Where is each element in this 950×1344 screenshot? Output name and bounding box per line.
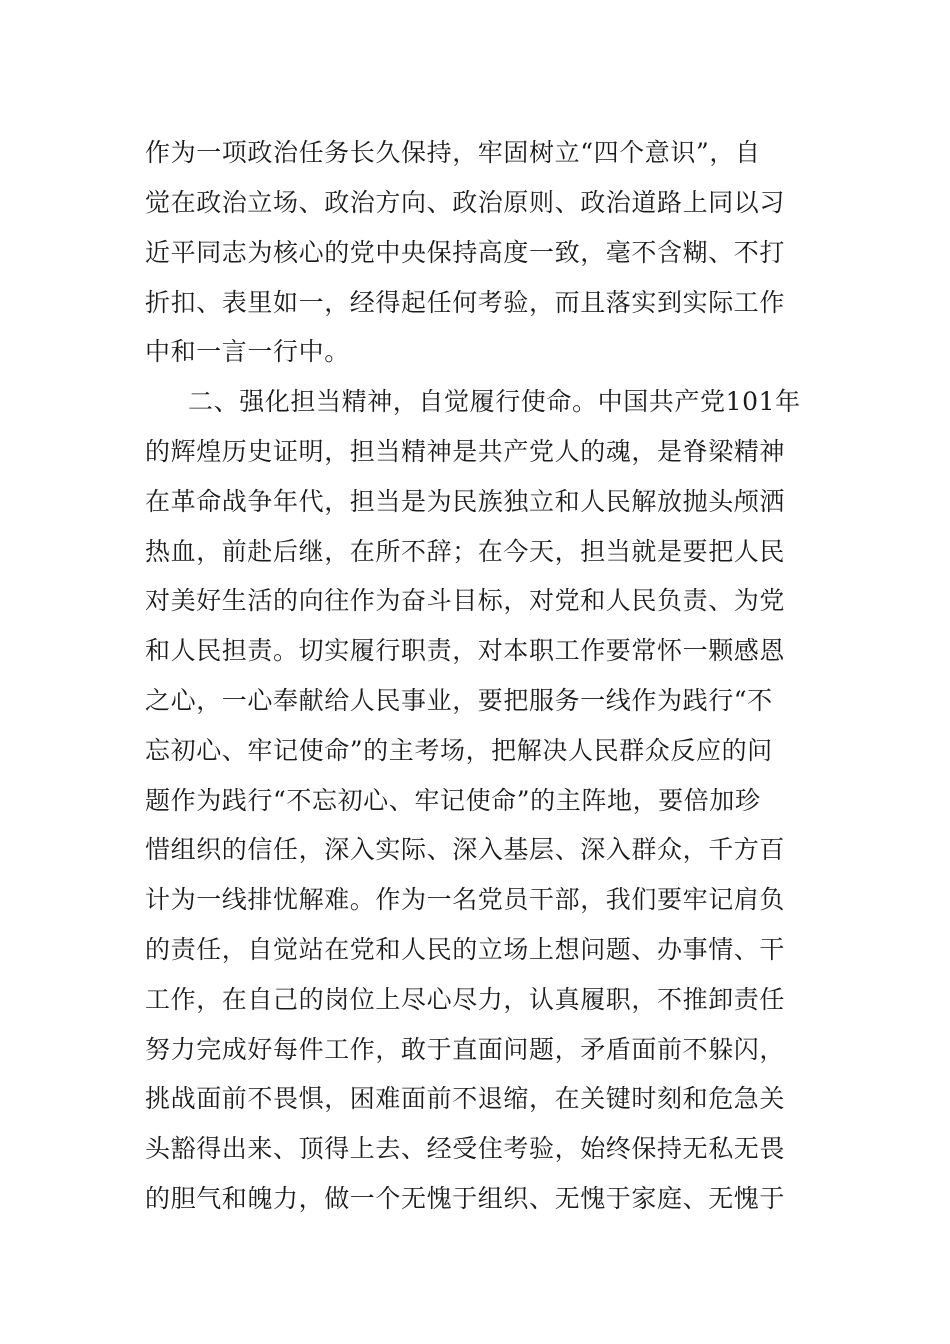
text-line: 工作，在自己的岗位上尽心尽力，认真履职，不推卸责任 [145, 985, 786, 1014]
text-line: 中和一言一行中。 [145, 337, 350, 366]
text-line: 作为一项政治任务长久保持，牢固树立“四个意识”，自 [145, 138, 761, 167]
text-line: 近平同志为核心的党中央保持高度一致，毫不含糊、不打 [145, 238, 786, 267]
text-line: 和人民担责。切实履行职责，对本职工作要常怀一颗感恩 [145, 636, 786, 665]
text-line: 头豁得出来、顶得上去、经受住考验，始终保持无私无畏 [145, 1134, 786, 1163]
text-line: 之心，一心奉献给人民事业，要把服务一线作为践行“不 [145, 686, 773, 715]
text-line: 题作为践行“不忘初心、牢记使命”的主阵地，要倍加珍 [145, 786, 761, 815]
text-line: 的辉煌历史证明，担当精神是共产党人的魂，是脊梁精神 [145, 437, 786, 466]
text-line: 挑战面前不畏惧，困难面前不退缩，在关键时刻和危急关 [145, 1084, 786, 1113]
text-line: 努力完成好每件工作，敢于直面问题，矛盾面前不躲闪， [145, 1035, 786, 1064]
text-line: 计为一线排忧解难。作为一名党员干部，我们要牢记肩负 [145, 885, 786, 914]
text-line: 惜组织的信任，深入实际、深入基层、深入群众，千方百 [145, 835, 786, 864]
text-line: 的责任，自觉站在党和人民的立场上想问题、办事情、干 [145, 935, 786, 964]
text-line: 在革命战争年代，担当是为民族独立和人民解放抛头颅洒 [145, 487, 786, 516]
text-line: 折扣、表里如一，经得起任何考验，而且落实到实际工作 [145, 288, 786, 317]
section-heading-line: 二、强化担当精神，自觉履行使命。中国共产党101年 [188, 387, 801, 416]
text-line: 的胆气和魄力，做一个无愧于组织、无愧于家庭、无愧于 [145, 1184, 786, 1213]
text-line: 对美好生活的向往作为奋斗目标，对党和人民负责、为党 [145, 586, 786, 615]
text-line: 觉在政治立场、政治方向、政治原则、政治道路上同以习 [145, 188, 786, 217]
text-line: 忘初心、牢记使命”的主考场，把解决人民群众反应的问 [145, 736, 773, 765]
text-line: 热血，前赴后继，在所不辞；在今天，担当就是要把人民 [145, 537, 786, 566]
